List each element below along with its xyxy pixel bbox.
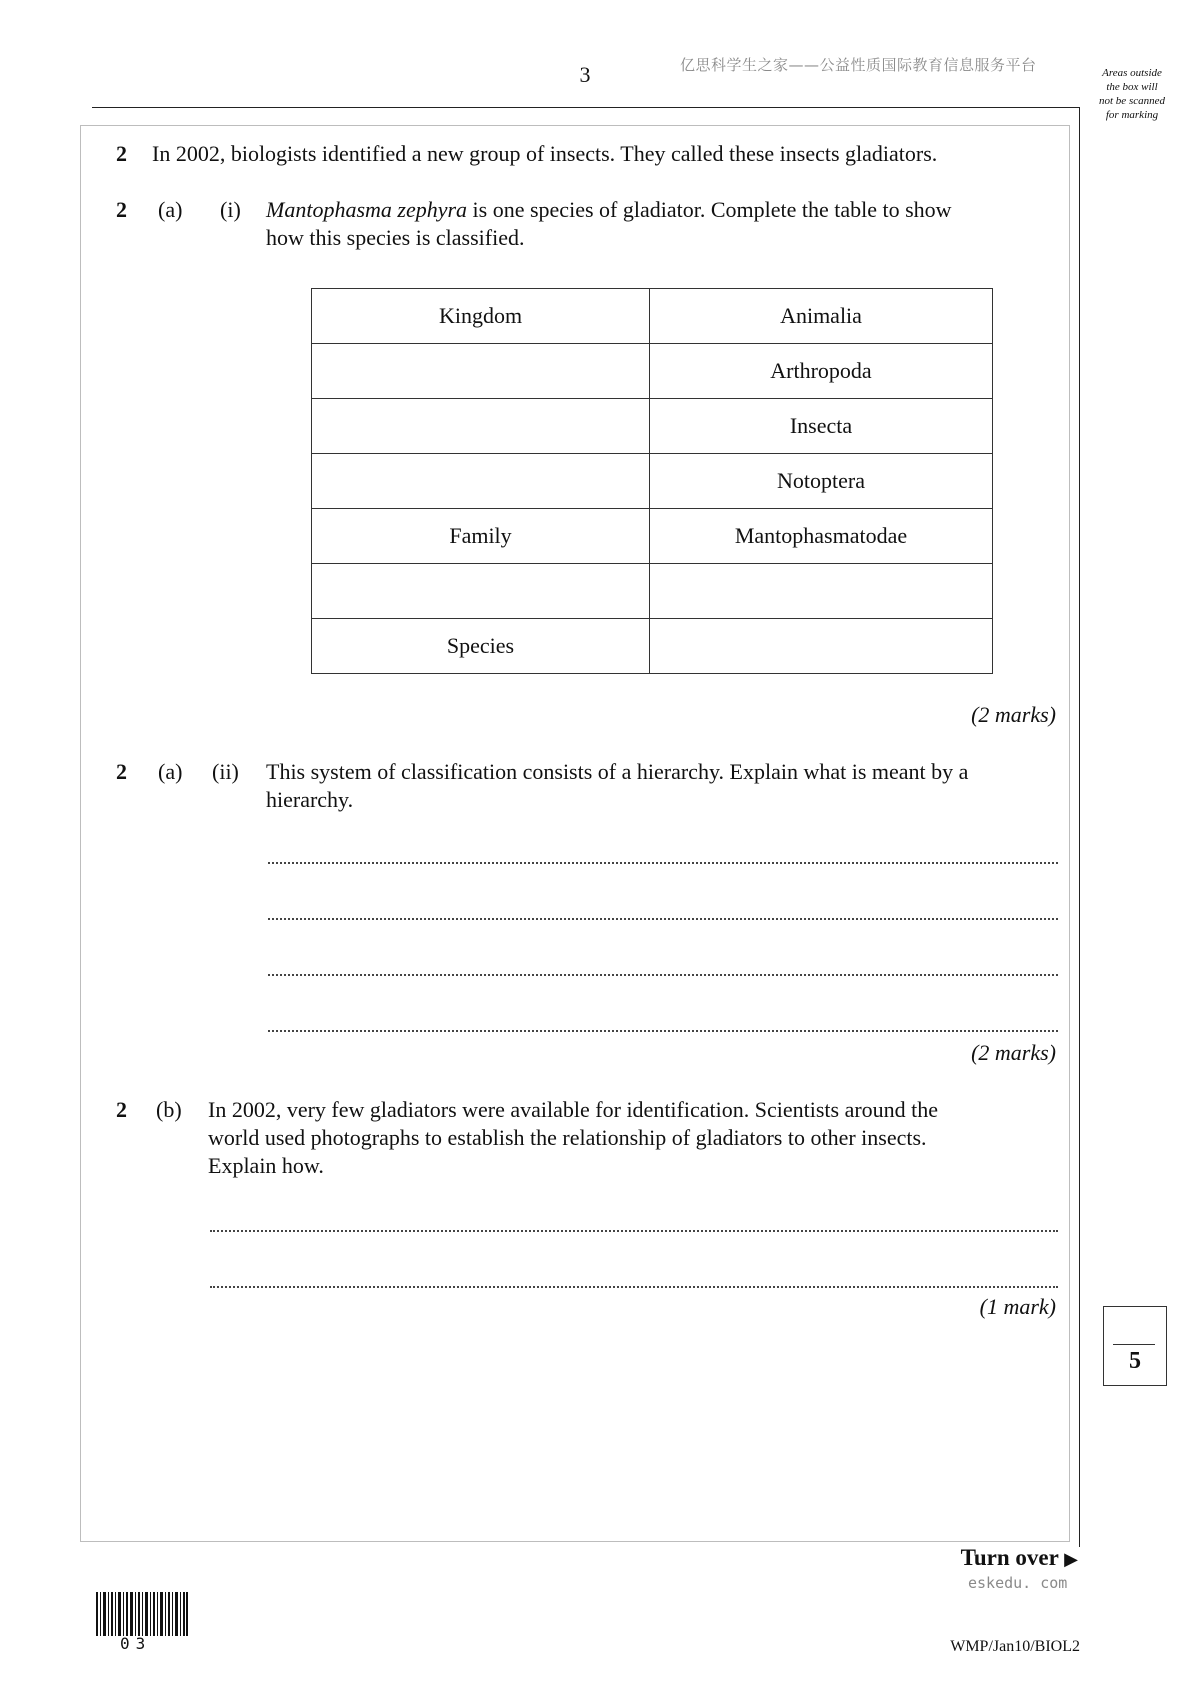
barcode (96, 1592, 188, 1636)
part-a-i-number: 2 (116, 197, 127, 222)
top-rule (92, 107, 1080, 108)
answer-line[interactable] (268, 862, 1058, 864)
answer-line[interactable] (268, 1030, 1058, 1032)
margin-note-line: for marking (1105, 109, 1159, 121)
table-row (312, 564, 993, 619)
species-name: Mantophasma zephyra (266, 197, 468, 222)
turn-over-text: Turn over (960, 1545, 1059, 1570)
part-a-ii-text: This system of classification consists of a hierarchy. Explain what is meant by a (266, 759, 969, 784)
watermark-bottom: eskedu. com (968, 1574, 1068, 1592)
page-number: 3 (579, 62, 591, 87)
part-b-part: (b) (156, 1097, 182, 1122)
part-a-i-part: (a) (158, 197, 183, 222)
table-row (312, 509, 993, 564)
right-margin-rule (1079, 107, 1080, 1547)
marks-a-i: (2 marks) (971, 702, 1056, 727)
score-total: 5 (1129, 1348, 1141, 1374)
part-b-text-line2: world used photographs to establish the relationship of gladiators to other insects. (208, 1125, 927, 1150)
rank-cell-blank[interactable] (312, 454, 650, 509)
watermark-top: 亿思科学生之家——公益性质国际教育信息服务平台 (680, 56, 1037, 74)
part-b-text: In 2002, very few gladiators were available for identification. Scientists around the (208, 1097, 939, 1122)
table-row (312, 454, 993, 509)
question-number-label: 2 (116, 141, 127, 166)
part-b-number: 2 (116, 1097, 127, 1122)
turn-over-label (961, 1545, 1078, 1571)
paper-code: WMP/Jan10/BIOL2 (950, 1638, 1080, 1655)
marks-b: (1 mark) (979, 1294, 1056, 1319)
score-divider (1113, 1344, 1155, 1345)
question-intro: In 2002, biologists identified a new group of insects. They called these insects gladiators. (152, 141, 938, 166)
table-row (312, 344, 993, 399)
rank-cell: Species (312, 619, 650, 674)
taxon-cell: Animalia (650, 289, 993, 344)
part-a-ii-part: (a) (158, 759, 183, 784)
margin-note-line: Areas outside (1102, 67, 1162, 79)
marks-a-ii: (2 marks) (971, 1040, 1056, 1065)
rank-cell: Kingdom (312, 289, 650, 344)
barcode-number: 03 (120, 1634, 152, 1653)
part-a-ii-sub: (ii) (212, 759, 239, 784)
taxon-cell: Notoptera (650, 454, 993, 509)
rank-cell-blank[interactable] (312, 564, 650, 619)
taxon-cell: Insecta (650, 399, 993, 454)
taxon-cell-blank[interactable] (650, 619, 993, 674)
table-row (312, 399, 993, 454)
table-row (312, 289, 993, 344)
part-a-i-text-line2: how this species is classified. (266, 225, 525, 250)
answer-line[interactable] (268, 918, 1058, 920)
part-a-i-text-rest: is one species of gladiator. Complete the table to show (467, 197, 952, 222)
rank-cell: Family (312, 509, 650, 564)
part-a-i-sub: (i) (220, 197, 241, 222)
classification-table (311, 288, 993, 674)
answer-line[interactable] (210, 1230, 1058, 1232)
rank-cell-blank[interactable] (312, 344, 650, 399)
taxon-cell: Mantophasmatodae (650, 509, 993, 564)
taxon-cell-blank[interactable] (650, 564, 993, 619)
answer-line[interactable] (210, 1286, 1058, 1288)
taxon-cell: Arthropoda (650, 344, 993, 399)
question-number (116, 140, 127, 168)
rank-cell-blank[interactable] (312, 399, 650, 454)
part-b-text-line3: Explain how. (208, 1153, 324, 1178)
part-a-ii-number: 2 (116, 759, 127, 784)
margin-note-line: not be scanned (1099, 95, 1165, 107)
right-triangle-icon: ▶ (1064, 1549, 1078, 1569)
margin-note (1092, 66, 1172, 122)
answer-line[interactable] (268, 974, 1058, 976)
part-a-i-text (266, 196, 952, 224)
margin-note-line: the box will (1106, 81, 1158, 93)
table-row (312, 619, 993, 674)
part-a-ii-text-line2: hierarchy. (266, 787, 354, 812)
